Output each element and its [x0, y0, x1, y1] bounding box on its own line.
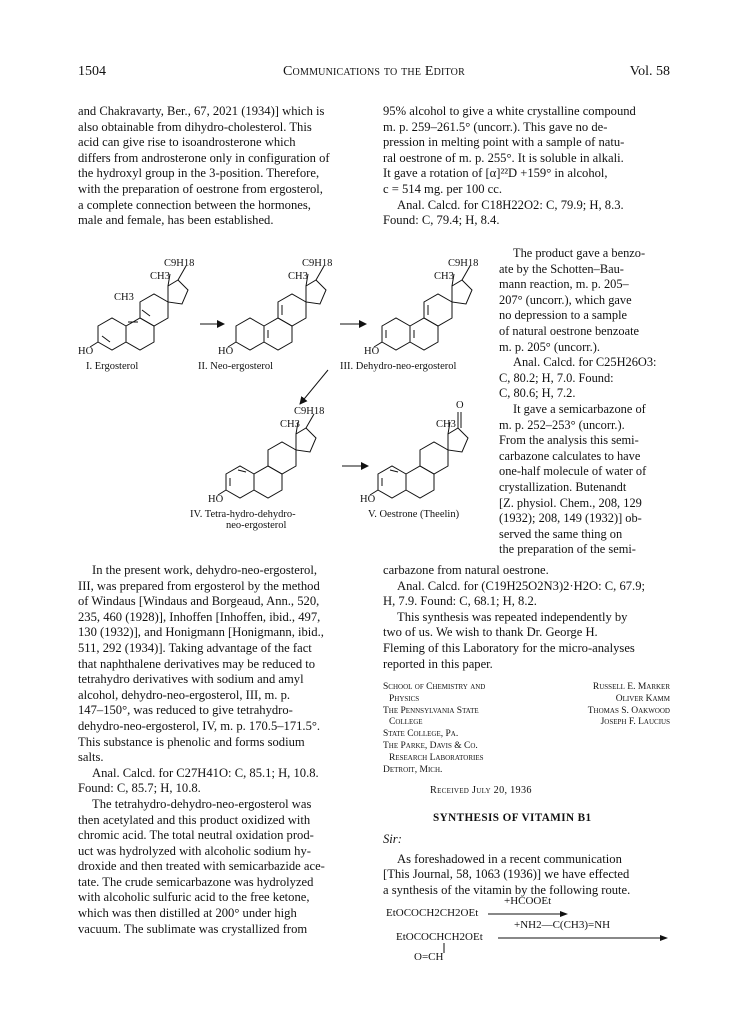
- group-label: HO: [78, 346, 94, 357]
- structure-dehydro-neo-ergosterol: [374, 266, 472, 350]
- text-line: served the same thing on: [499, 526, 623, 541]
- text-line: alcohol, dehydro-neo-ergosterol, III, m. p.: [78, 687, 291, 702]
- scheme-reactant: EtOCOCH2CH2OEt: [386, 907, 479, 919]
- text-line: Anal. Calcd. for C18H22O2: C, 79.9; H, 8.3.: [397, 197, 624, 212]
- text-line: Anal. Calcd. for C25H26O3:: [513, 355, 657, 370]
- text-line: dehydro-neo-ergosterol, IV, m. p. 170.5–171.5°.: [78, 718, 321, 733]
- compound-label-5: V. Oestrone (Theelin): [368, 509, 460, 520]
- group-label: C9H18: [294, 406, 325, 417]
- text-line: with the preparation of oestrone from ergosterol,: [78, 181, 323, 196]
- text-line: It gave a rotation of [α]²²D +159° in alcohol,: [383, 166, 608, 181]
- affiliation-left: [383, 682, 485, 776]
- group-label: O: [456, 400, 464, 411]
- text-line: tate. The crude semicarbazone was hydrolyzed: [78, 874, 314, 889]
- structure-tetrahydro-dehydro-neo-ergosterol: [218, 414, 316, 498]
- group-label: HO: [360, 494, 376, 505]
- page-header: [78, 64, 670, 82]
- scheme-arrow: [488, 910, 568, 918]
- text-line: tetrahydro derivatives with sodium and amyl: [78, 672, 304, 687]
- text-line: The tetrahydro-dehydro-neo-ergosterol was: [92, 796, 312, 811]
- group-label: HO: [208, 494, 224, 505]
- text-line: that naphthalene derivatives may be reduced to: [78, 656, 316, 671]
- affiliation-line: State College, Pa.: [383, 729, 459, 740]
- left-column-top: [78, 104, 366, 229]
- compound-label-4: IV. Tetra-hydro-dehydro-: [190, 509, 296, 520]
- text-line: [Z. physiol. Chem., 208, 129: [499, 495, 642, 510]
- volume-label: Vol. 58: [629, 64, 670, 79]
- text-line: Anal. Calcd. for (C19H25O2N3)2·H2O: C, 67.9;: [397, 578, 645, 593]
- affiliation-line: The Parke, Davis & Co.: [383, 740, 478, 751]
- group-label: HO: [364, 346, 380, 357]
- text-line: crystallization. Butenandt: [499, 479, 627, 494]
- text-line: also obtainable from dihydro-cholesterol. This: [78, 119, 312, 134]
- text-line: [This Journal, 58, 1063 (1936)] we have effected: [383, 867, 630, 882]
- compound-label-2: II. Neo-ergosterol: [198, 361, 274, 372]
- group-label: CH3: [114, 292, 134, 303]
- text-line: Found: C, 79.4; H, 8.4.: [383, 213, 500, 228]
- author-name: Russell E. Marker: [592, 682, 670, 692]
- group-label: CH3: [288, 271, 308, 282]
- text-line: two of us. We wish to thank Dr. George H.: [383, 625, 598, 640]
- text-line: ral oestrone of m. p. 255°. It is soluble in alkali.: [383, 150, 624, 165]
- text-line: 235, 460 (1928)], Inhoffen [Inhoffen, ibid., 497,: [78, 609, 321, 624]
- scheme-reagent: +NH2—C(CH3)=NH: [514, 919, 611, 931]
- text-line: m. p. 252–253° (uncorr.).: [499, 417, 625, 432]
- text-line: m. p. 259–261.5° (uncorr.). This gave no de-: [383, 119, 608, 134]
- text-line: 207° (uncorr.), which gave: [499, 292, 632, 307]
- text-line: uct was hydrolyzed with alcoholic sodium hy-: [78, 843, 311, 858]
- text-line: c = 514 mg. per 100 cc.: [383, 181, 503, 196]
- structure-svg: [78, 258, 498, 554]
- left-column-bottom: [78, 563, 366, 937]
- text-line: As foreshadowed in a recent communication: [397, 851, 622, 866]
- affiliation-line: Research Laboratories: [389, 752, 484, 763]
- author-name: Oliver Kamm: [615, 693, 670, 704]
- structure-scheme: [78, 258, 498, 554]
- text-line: H, 7.9. Found: C, 68.1; H, 8.2.: [383, 594, 537, 609]
- text-line: Fleming of this Laboratory for the micro-analyses: [383, 640, 635, 655]
- right-column-mid: [383, 563, 670, 672]
- text-line: 147–150°, was reduced to give tetrahydro-: [78, 703, 293, 718]
- affiliation-line: School of Chemistry and: [383, 682, 486, 692]
- page-number: 1504: [78, 64, 106, 79]
- text-line: m. p. 205° (uncorr.).: [499, 339, 600, 354]
- compound-label-4b: neo-ergosterol: [226, 520, 287, 531]
- section-title: SYNTHESIS OF VITAMIN B1: [433, 812, 592, 824]
- text-line: Anal. Calcd. for C27H41O: C, 85.1; H, 10.8.: [92, 765, 319, 780]
- vitamin-intro: [383, 832, 670, 898]
- text-line: (1932); 208, 149 (1932)] ob-: [499, 511, 642, 526]
- text-line: chromic acid. The total neutral oxidation prod-: [78, 828, 314, 843]
- running-title: Communications to the Editor: [283, 64, 465, 79]
- structure-ergosterol: [90, 266, 188, 350]
- author-name: Joseph F. Laucius: [600, 717, 670, 728]
- text-line: and Chakravarty, Ber., 67, 2021 (1934)] which is: [78, 104, 325, 118]
- synthesis-scheme: [384, 895, 674, 963]
- scheme-reagent: +HCOOEt: [504, 895, 552, 907]
- text-line: 130 (1932)], and Honigmann [Honigmann, ibid.,: [78, 625, 324, 640]
- text-line: droxide and then treated with semicarbazide ace-: [78, 859, 325, 874]
- group-label: CH3: [434, 271, 454, 282]
- right-column-narrow: [499, 246, 670, 558]
- text-line: of Windaus [Windaus and Borgeaud, Ann., 520,: [78, 594, 320, 609]
- text-line: It gave a semicarbazone of: [513, 401, 646, 416]
- compound-label-1: I. Ergosterol: [86, 361, 139, 372]
- text-line: reported in this paper.: [383, 656, 493, 671]
- text-line: male and female, has been established.: [78, 213, 274, 228]
- text-line: ate by the Schotten–Bau-: [499, 261, 624, 276]
- text-line: 95% alcohol to give a white crystalline compound: [383, 104, 636, 118]
- text-line: III, was prepared from ergosterol by the method: [78, 578, 320, 593]
- text-line: with alcoholic sulfuric acid to the free ketone,: [78, 890, 310, 905]
- text-line: vacuum. The sublimate was crystallized from: [78, 921, 308, 936]
- group-label: HO: [218, 346, 234, 357]
- right-column-top: [383, 104, 670, 229]
- compound-label-3: III. Dehydro-neo-ergosterol: [340, 361, 457, 372]
- scheme-arrow: [498, 934, 668, 942]
- affiliation-line: Physics: [389, 693, 420, 704]
- affiliation-line: The Pennsylvania State: [383, 705, 479, 716]
- text-line: C, 80.6; H, 7.2.: [499, 386, 576, 401]
- group-label: CH3: [280, 419, 300, 430]
- scheme-reactant: EtOCOCHCH2OEt: [396, 931, 483, 943]
- group-label: C9H18: [164, 258, 195, 269]
- author-name: Thomas S. Oakwood: [587, 705, 670, 716]
- text-line: This synthesis was repeated independently by: [397, 609, 628, 624]
- text-line: a complete connection between the hormones,: [78, 197, 311, 212]
- group-label: CH3: [436, 419, 456, 430]
- text-line: then acetylated and this product oxidized with: [78, 812, 311, 827]
- text-line: a synthesis of the vitamin by the following route.: [383, 882, 631, 897]
- text-line: acid can give rise to isoandrosterone which: [78, 135, 296, 150]
- affiliation-line: Detroit, Mich.: [383, 764, 443, 775]
- text-line: mann reaction, m. p. 205–: [499, 277, 629, 292]
- author-list: [530, 682, 670, 729]
- text-line: 511, 292 (1934)]. Taking advantage of the fact: [78, 640, 312, 655]
- structure-neo-ergosterol: [228, 266, 326, 350]
- text-line: which was then distilled at 200° under high: [78, 906, 297, 921]
- group-label: C9H18: [448, 258, 479, 269]
- salutation: Sir:: [383, 832, 402, 846]
- text-line: carbazone from natural oestrone.: [383, 563, 549, 577]
- group-label: C9H18: [302, 258, 333, 269]
- text-line: carbazone calculates to have: [499, 448, 641, 463]
- text-line: one-half molecule of water of: [499, 464, 647, 479]
- affiliation-line: College: [389, 717, 423, 728]
- group-label: CH3: [150, 271, 170, 282]
- text-line: the hydroxyl group in the 3-position. Therefore,: [78, 166, 320, 181]
- scheme-reactant: O=CH: [414, 951, 444, 963]
- text-line: C, 80.2; H, 7.0. Found:: [499, 370, 614, 385]
- text-line: no depression to a sample: [499, 308, 628, 323]
- text-line: salts.: [78, 750, 104, 765]
- text-line: differs from androsterone only in configuration of: [78, 150, 330, 165]
- reaction-arrow: [300, 370, 328, 404]
- text-line: This substance is phenolic and forms sodium: [78, 734, 305, 749]
- received-date: Received July 20, 1936: [430, 785, 532, 796]
- text-line: In the present work, dehydro-neo-ergosterol,: [92, 563, 317, 577]
- text-line: From the analysis this semi-: [499, 433, 639, 448]
- text-line: Found: C, 85.7; H, 10.8.: [78, 781, 201, 796]
- text-line: the preparation of the semi-: [499, 542, 636, 557]
- text-line: of natural oestrone benzoate: [499, 323, 640, 338]
- text-line: pression in melting point with a sample of natu-: [383, 135, 625, 150]
- text-line: The product gave a benzo-: [513, 246, 646, 260]
